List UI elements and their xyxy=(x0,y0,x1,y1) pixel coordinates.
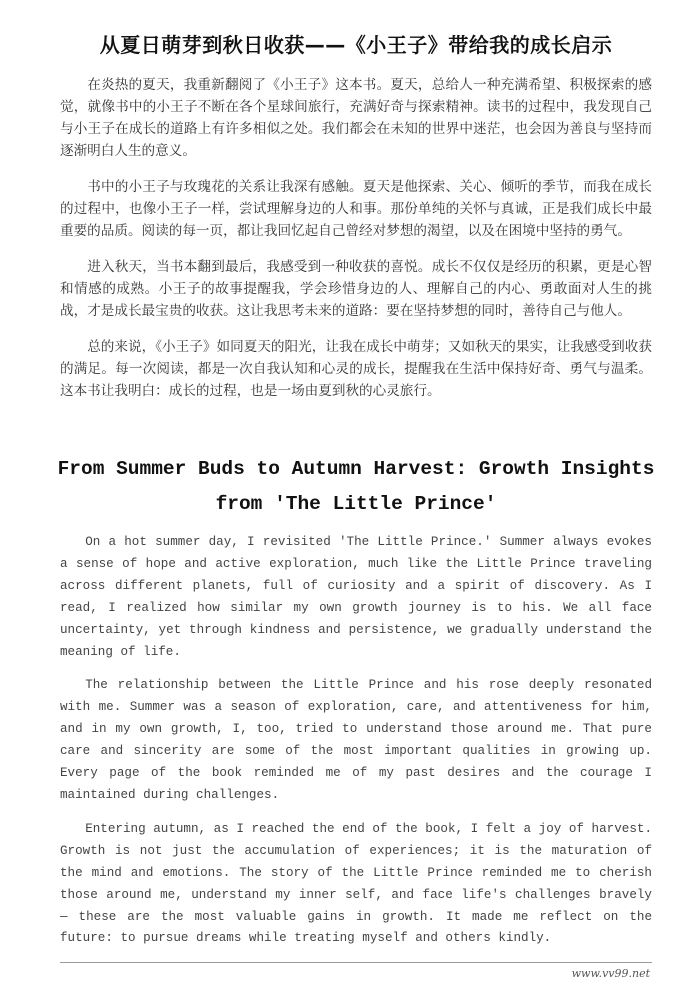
english-title: From Summer Buds to Autumn Harvest: Growth Insights from 'The Little Prince' xyxy=(57,458,655,515)
chinese-body xyxy=(60,74,652,402)
chinese-paragraph: 总的来说，《小王子》如同夏天的阳光，让我在成长中萌芽；又如秋天的果实，让我感受到收获的满足。每一次阅读，都是一次自我认知和心灵的成长，提醒我在生活中保持好奇、勇气与温柔。这本书让我明白：成长的过程，也是一场由夏到秋的心灵旅行。 xyxy=(60,339,652,399)
chinese-title: 从夏日萌芽到秋日收获——《小王子》带给我的成长启示 xyxy=(99,33,613,57)
english-paragraph: On a hot summer day, I revisited 'The Little Prince.' Summer always evokes a sense of hope and active exploration, much like the Little Prince traveling across different planets, full of curiosity and a spirit of discovery. As I read, I realized how similar my own growth journey is to his. We all face uncertainty, yet through kindness and persistence, we gradually understand the meaning of life. xyxy=(60,535,652,659)
chinese-paragraph: 进入秋天，当书本翻到最后，我感受到一种收获的喜悦。成长不仅仅是经历的积累，更是心智和情感的成熟。小王子的故事提醒我，学会珍惜身边的人、理解自己的内心、勇敢面对人生的挑战，才是成长最宝贵的收获。这让我思考未来的道路：要在坚持梦想的同时，善待自己与他人。 xyxy=(60,259,652,319)
english-paragraph: Entering autumn, as I reached the end of the book, I felt a joy of harvest. Growth is not just the accumulation of experiences; it is the maturation of the mind and emotions. The story of the Little Prince reminded me to cherish those around me, understand my inner self, and face life's challenges bravely — these are the most valuable gains in growth. It made me reflect on the future: to pursue dreams while treating myself and others kindly. xyxy=(60,821,652,946)
footer-site-url: www.vv99.net xyxy=(571,967,650,981)
chinese-paragraph: 书中的小王子与玫瑰花的关系让我深有感触。夏天是他探索、关心、倾听的季节，而我在成长的过程中，也像小王子一样，尝试理解身边的人和事。那份单纯的关怀与真诚，正是我们成长中最重要的品质。阅读的每一页，都让我回忆起自己曾经对梦想的渴望，以及在困境中坚持的勇气。 xyxy=(60,179,652,239)
footer-divider xyxy=(60,962,652,963)
chinese-paragraph: 在炎热的夏天，我重新翻阅了《小王子》这本书。夏天，总给人一种充满希望、积极探索的感觉，就像书中的小王子不断在各个星球间旅行，充满好奇与探索精神。读书的过程中，我发现自己与小王子在成长的道路上有许多相似之处。我们都会在未知的世界中迷茫，也会因为善良与坚持而逐渐明白人生的意义。 xyxy=(60,77,652,159)
english-paragraph: The relationship between the Little Prince and his rose deeply resonated with me. Summer was a season of exploration, care, and attentiveness for him, and in my own growth, I, too, tried to understand those around me. That pure care and sincerity are some of the most important qualities in growing up. Every page of the book reminded me of my past desires and the courage I maintained during challenges. xyxy=(60,678,652,802)
document-page xyxy=(57,0,655,1001)
english-body xyxy=(60,532,652,950)
